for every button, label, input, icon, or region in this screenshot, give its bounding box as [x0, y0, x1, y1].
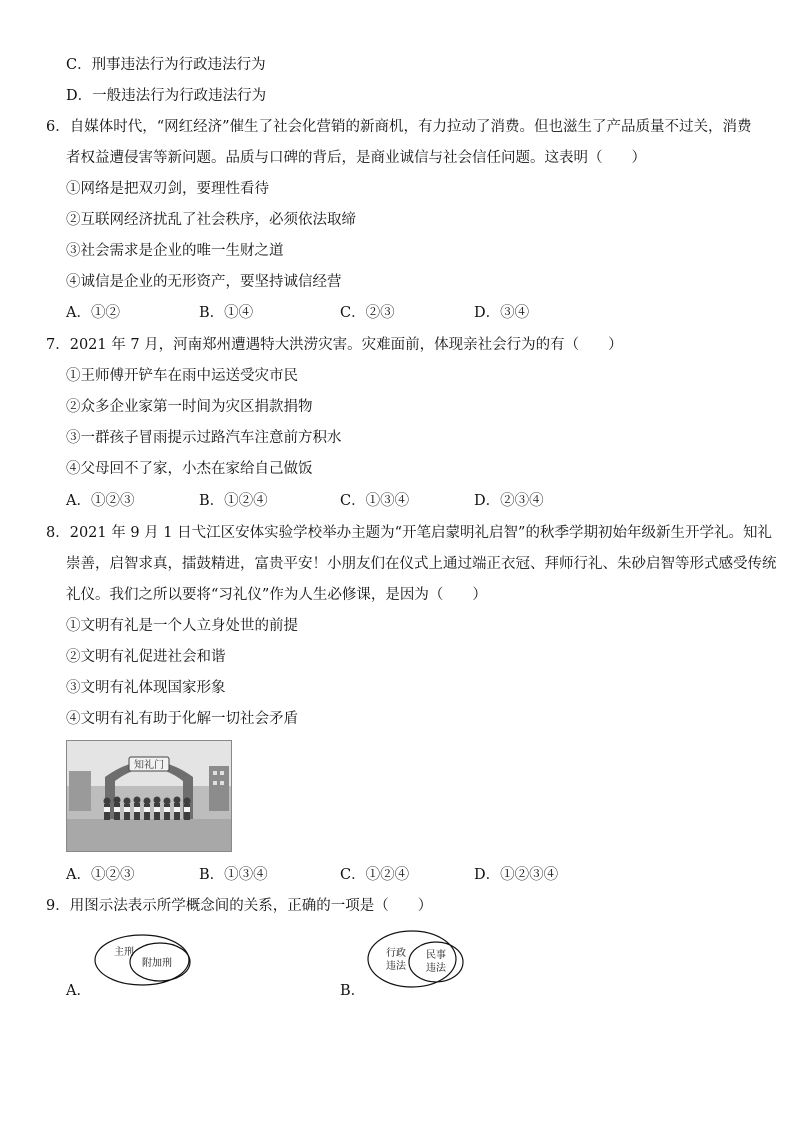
- q6-statement-4: ④诚信是企业的无形资产，要坚持诚信经营: [66, 274, 342, 290]
- q8-statement-1b: ①文明有礼是一个人立身处世的前提: [66, 618, 298, 634]
- q6-statement-1: ①网络是把双刃剑，要理性看待: [66, 181, 269, 197]
- q8-option-a[interactable]: A．①②③: [66, 867, 135, 883]
- q9-diagram-b: [366, 928, 468, 994]
- q8-option-b[interactable]: B．①③④: [199, 867, 268, 883]
- q6-statement-2: ②互联网经济扰乱了社会秩序，必须依法取缔: [66, 212, 356, 228]
- question-6-line-2: 者权益遭侵害等新问题。品质与口碑的背后，是商业诚信与社会信任问题。这表明（ ）: [66, 150, 646, 166]
- diagram-b-left-line-2: 违法: [386, 961, 406, 972]
- q6-option-b[interactable]: B．①④: [199, 305, 254, 321]
- option-d-line: D．一般违法行为行政违法行为: [66, 88, 267, 104]
- question-7-line-1: 7．2021 年 7 月，河南郑州遭遇特大洪涝灾害。灾难面前，体现亲社会行为的有（ ）: [46, 337, 623, 353]
- diagram-b-left-line-1: 行政: [386, 948, 406, 959]
- q7-option-c[interactable]: C．①③④: [340, 493, 410, 509]
- q8-option-d[interactable]: D．①②③④: [474, 867, 559, 883]
- q8-statement-4: ④文明有礼有助于化解一切社会矛盾: [66, 711, 298, 727]
- question-8-line-1: 8．2021 年 9 月 1 日弋江区安体实验学校举办主题为“开笔启蒙明礼启智”的秋季学期初始年级新生开学礼。知礼: [46, 525, 772, 541]
- q7-statement-2: ②众多企业家第一时间为灾区捐款捐物: [66, 399, 313, 415]
- q9-option-a-label[interactable]: A．: [66, 983, 91, 999]
- q6-statement-3: ③社会需求是企业的唯一生财之道: [66, 243, 284, 259]
- question-9-line-1: 9．用图示法表示所学概念间的关系，正确的一项是（ ）: [46, 898, 433, 914]
- q8-statement-2: ②文明有礼促进社会和谐: [66, 649, 226, 665]
- q7-statement-1: ①王师傅开铲车在雨中运送受灾市民: [66, 368, 298, 384]
- q7-option-b[interactable]: B．①②④: [199, 493, 268, 509]
- diagram-b-right-line-1: 民事: [426, 950, 446, 961]
- q6-option-c[interactable]: C．②③: [340, 305, 395, 321]
- q9-option-b-label[interactable]: B．: [340, 983, 366, 999]
- diagram-a-outer-label: 主刑: [114, 947, 134, 958]
- question-8-line-3: 礼仪。我们之所以要将“习礼仪”作为人生必修课，是因为（ ）: [66, 587, 487, 603]
- diagram-a-inner-label: 附加刑: [142, 958, 172, 969]
- q7-option-d[interactable]: D．②③④: [474, 493, 544, 509]
- q8-statement-3: ③文明有礼体现国家形象: [66, 680, 226, 696]
- q7-statement-3: ③一群孩子冒雨提示过路汽车注意前方积水: [66, 430, 342, 446]
- q8-option-c[interactable]: C．①②④: [340, 867, 410, 883]
- arch-sign-text: 知礼门: [134, 760, 164, 771]
- q9-diagram-a: [92, 932, 202, 994]
- question-8-line-2: 崇善，启智求真，擂鼓精进，富贵平安！小朋友们在仪式上通过端正衣冠、拜师行礼、朱砂启智等形式感受传统: [66, 556, 777, 572]
- diagram-b-right-line-2: 违法: [426, 963, 446, 974]
- q6-option-a[interactable]: A．①②: [66, 305, 120, 321]
- ceremony-illustration: [67, 741, 231, 851]
- diagram-b-inner-ellipse: [409, 942, 463, 982]
- q6-option-d[interactable]: D．③④: [474, 305, 530, 321]
- q7-option-a[interactable]: A．①②③: [66, 493, 135, 509]
- q7-statement-4: ④父母回不了家，小杰在家给自己做饭: [66, 461, 313, 477]
- ceremony-photo: [66, 740, 232, 852]
- question-6-line-1: 6．自媒体时代，“网红经济”催生了社会化营销的新商机，有力拉动了消费。但也滋生了产品质量不过关，消费: [46, 119, 752, 135]
- option-c-line: C．刑事违法行为行政违法行为: [66, 57, 266, 73]
